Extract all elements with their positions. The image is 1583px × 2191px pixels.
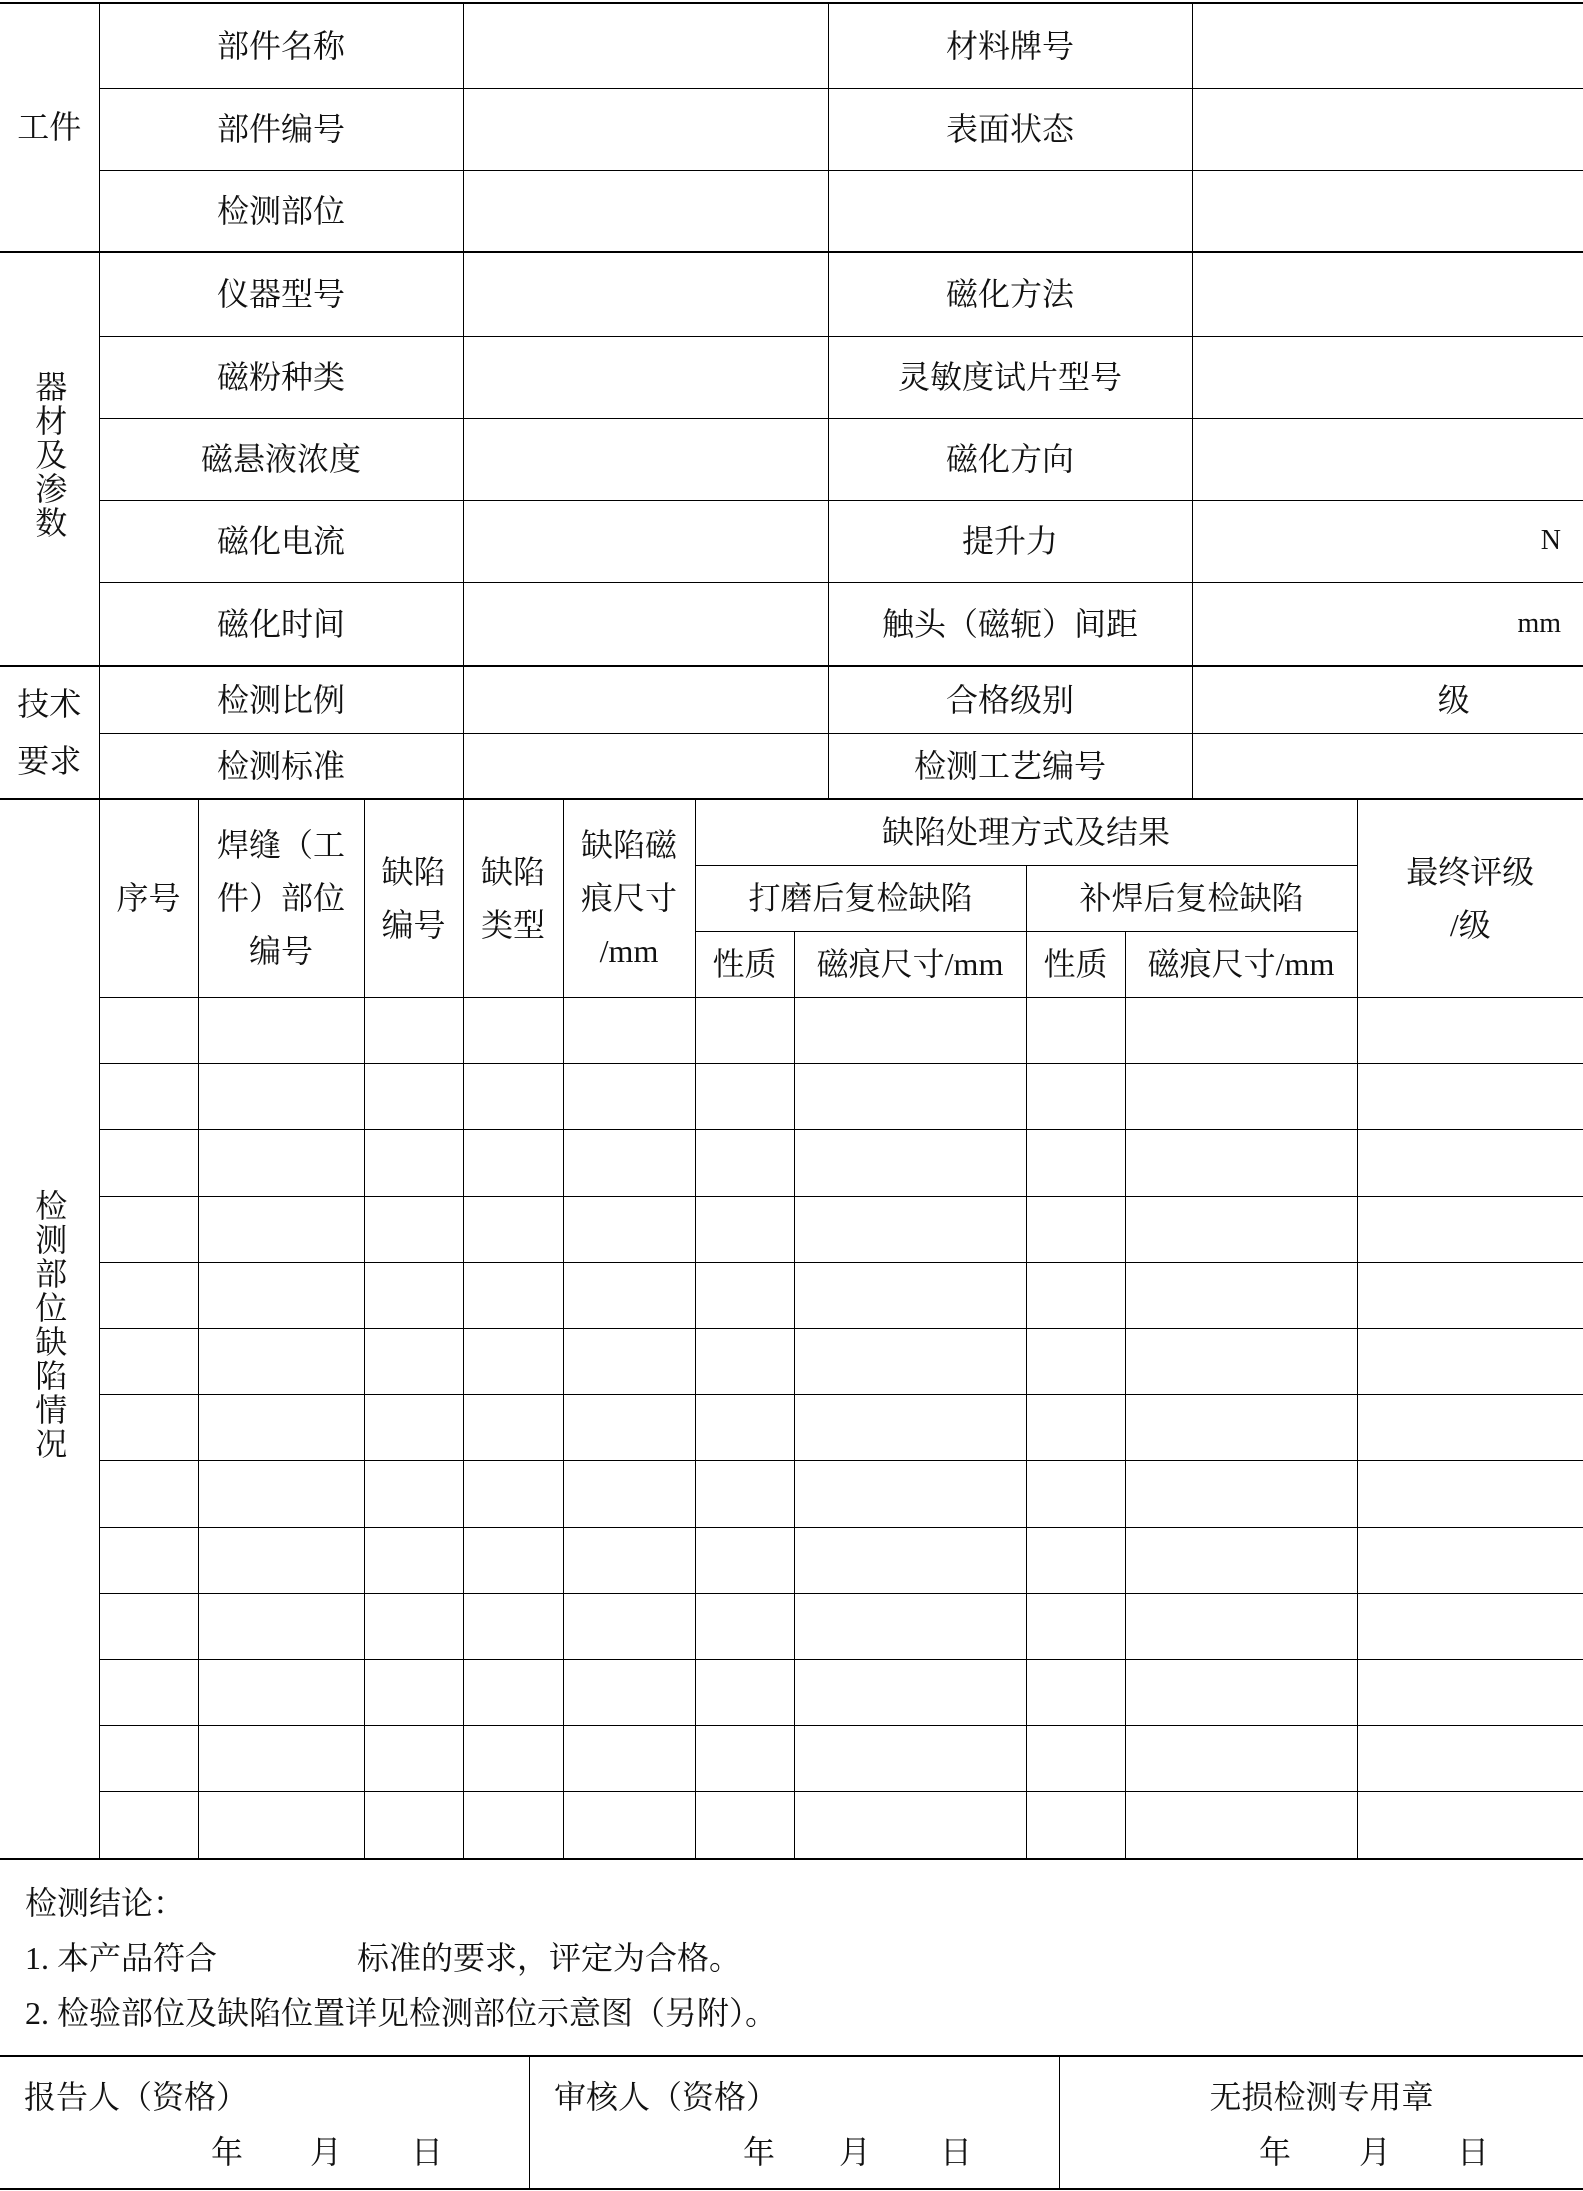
defect-cell-mark-size xyxy=(563,1196,695,1262)
lifting-force-value: N xyxy=(1192,500,1583,582)
magnetic-powder-type-label: 磁粉种类 xyxy=(99,336,463,418)
defect-cell-weld-location xyxy=(198,1792,364,1858)
header-defect-no-line: 编号 xyxy=(381,906,446,943)
technical-section-label-line: 技术 xyxy=(17,685,82,722)
defect-cell-serial xyxy=(99,1726,198,1792)
header-repair-welding: 补焊后复检缺陷 xyxy=(1026,865,1357,931)
defect-cell-repair-nature xyxy=(1026,1262,1125,1328)
defect-cell-weld-location xyxy=(198,1395,364,1461)
defect-cell-grind-size xyxy=(794,1593,1026,1659)
defect-cell-repair-nature xyxy=(1026,1726,1125,1792)
header-grind-size: 磁痕尺寸/mm xyxy=(794,931,1026,997)
defect-cell-defect-type xyxy=(463,1593,563,1659)
equipment-table xyxy=(0,253,1583,665)
inspection-standard-value xyxy=(463,733,828,798)
header-serial: 序号 xyxy=(99,800,198,998)
defect-cell-weld-location xyxy=(198,1262,364,1328)
defect-cell-defect-no xyxy=(364,1726,463,1792)
signature-section xyxy=(0,2055,1583,2190)
defect-cell-repair-size xyxy=(1125,1792,1357,1858)
workpiece-table xyxy=(0,4,1583,251)
header-defect-type xyxy=(463,800,563,998)
defect-cell-serial xyxy=(99,1659,198,1725)
defect-cell-serial xyxy=(99,1527,198,1593)
magnetization-method-label: 磁化方法 xyxy=(828,253,1192,336)
defect-cell-serial xyxy=(99,1792,198,1858)
defect-cell-serial xyxy=(99,998,198,1064)
defect-cell-defect-type xyxy=(463,1196,563,1262)
reviewer-date-year: 年 xyxy=(743,2134,776,2170)
seal-date-month: 月 xyxy=(1359,2134,1392,2170)
defect-cell-weld-location xyxy=(198,1196,364,1262)
header-defect-type-line: 类型 xyxy=(480,906,545,943)
defect-cell-grind-size xyxy=(794,1196,1026,1262)
defect-cell-grind-size xyxy=(794,1130,1026,1196)
defect-cell-final-grade xyxy=(1357,1527,1583,1593)
defect-cell-grind-size xyxy=(794,1461,1026,1527)
header-defect-type-line: 缺陷 xyxy=(480,853,545,890)
defect-cell-defect-type xyxy=(463,1064,563,1130)
defect-cell-weld-location xyxy=(198,1461,364,1527)
defect-cell-final-grade xyxy=(1357,1726,1583,1792)
defect-cell-defect-no xyxy=(364,1328,463,1394)
header-weld-location-line: 件）部位 xyxy=(216,880,345,917)
lifting-force-label: 提升力 xyxy=(828,500,1192,582)
defect-cell-mark-size xyxy=(563,1262,695,1328)
part-name-label: 部件名称 xyxy=(99,4,463,88)
defect-cell-grind-size xyxy=(794,1726,1026,1792)
defect-cell-grind-size xyxy=(794,1792,1026,1858)
workpiece-row xyxy=(0,88,1583,170)
defect-cell-repair-size xyxy=(1125,1593,1357,1659)
defect-cell-grind-nature xyxy=(695,1461,794,1527)
defect-cell-defect-no xyxy=(364,998,463,1064)
defect-cell-repair-nature xyxy=(1026,1064,1125,1130)
defect-cell-repair-size xyxy=(1125,1196,1357,1262)
defect-cell-serial xyxy=(99,1395,198,1461)
defect-row xyxy=(0,1726,1583,1792)
conclusion-title: 检测结论： xyxy=(25,1885,186,1921)
defect-cell-weld-location xyxy=(198,1726,364,1792)
defect-cell-weld-location xyxy=(198,1328,364,1394)
header-grind-nature: 性质 xyxy=(695,931,794,997)
defect-cell-mark-size xyxy=(563,1130,695,1196)
defect-cell-grind-size xyxy=(794,1262,1026,1328)
part-name-value xyxy=(463,4,828,88)
workpiece-row xyxy=(0,4,1583,88)
defect-cell-mark-size xyxy=(563,1395,695,1461)
defect-cell-repair-nature xyxy=(1026,1395,1125,1461)
defect-cell-final-grade xyxy=(1357,1395,1583,1461)
defect-cell-defect-no xyxy=(364,1262,463,1328)
defect-cell-grind-nature xyxy=(695,1726,794,1792)
defect-cell-defect-type xyxy=(463,998,563,1064)
defect-cell-defect-no xyxy=(364,1792,463,1858)
magnetization-time-label: 磁化时间 xyxy=(99,582,463,665)
conclusion-section xyxy=(0,1858,1583,2055)
defect-cell-weld-location xyxy=(198,1593,364,1659)
acceptance-level-label: 合格级别 xyxy=(828,667,1192,733)
reviewer-date-month: 月 xyxy=(839,2134,872,2170)
defect-cell-mark-size xyxy=(563,1328,695,1394)
reporter-signature-box xyxy=(0,2057,530,2188)
equipment-section-label xyxy=(0,253,99,665)
magnetizing-current-label: 磁化电流 xyxy=(99,500,463,582)
part-number-label: 部件编号 xyxy=(99,88,463,170)
defect-cell-defect-type xyxy=(463,1527,563,1593)
seal-box xyxy=(1060,2057,1583,2188)
defect-cell-grind-nature xyxy=(695,998,794,1064)
technical-section-label-line: 要求 xyxy=(17,742,82,779)
blank-label xyxy=(828,170,1192,251)
magnetization-direction-label: 磁化方向 xyxy=(828,418,1192,500)
defect-cell-grind-nature xyxy=(695,1659,794,1725)
defect-cell-weld-location xyxy=(198,1527,364,1593)
seal-date-year: 年 xyxy=(1259,2134,1292,2170)
defect-row xyxy=(0,1262,1583,1328)
defect-row xyxy=(0,1196,1583,1262)
defect-cell-repair-size xyxy=(1125,1726,1357,1792)
defect-cell-final-grade xyxy=(1357,1792,1583,1858)
defect-cell-defect-type xyxy=(463,1130,563,1196)
surface-condition-value xyxy=(1192,88,1583,170)
defect-row xyxy=(0,1395,1583,1461)
header-defect-no xyxy=(364,800,463,998)
magnetic-powder-type-value xyxy=(463,336,828,418)
conclusion-item-1-after: 标准的要求，评定为合格。 xyxy=(357,1940,742,1976)
reporter-label: 报告人（资格） xyxy=(24,2079,249,2115)
defect-cell-defect-no xyxy=(364,1130,463,1196)
technical-row xyxy=(0,667,1583,733)
header-mark-size xyxy=(563,800,695,998)
defect-cell-defect-type xyxy=(463,1659,563,1725)
defect-cell-defect-no xyxy=(364,1593,463,1659)
defect-cell-final-grade xyxy=(1357,1262,1583,1328)
reporter-date-day: 日 xyxy=(411,2134,444,2170)
blank-value xyxy=(1192,170,1583,251)
header-treatment: 缺陷处理方式及结果 xyxy=(695,800,1357,865)
prod-spacing-value: mm xyxy=(1517,607,1561,639)
sensitivity-shim-model-value xyxy=(1192,336,1583,418)
defect-cell-repair-size xyxy=(1125,1527,1357,1593)
header-defect-no-line: 缺陷 xyxy=(381,853,446,890)
defect-cell-defect-no xyxy=(364,1395,463,1461)
defect-cell-final-grade xyxy=(1357,998,1583,1064)
defect-cell-mark-size xyxy=(563,1593,695,1659)
defects-table xyxy=(0,800,1583,1858)
magnetization-time-value xyxy=(463,582,828,665)
technical-row xyxy=(0,733,1583,798)
defect-cell-defect-no xyxy=(364,1659,463,1725)
defect-row xyxy=(0,1659,1583,1725)
header-mark-size-line: 痕尺寸 xyxy=(580,880,677,917)
defect-cell-defect-type xyxy=(463,1328,563,1394)
inspection-standard-label: 检测标准 xyxy=(99,733,463,798)
defect-cell-grind-nature xyxy=(695,1130,794,1196)
header-final-grade-line: /级 xyxy=(1449,906,1491,943)
seal-date-day: 日 xyxy=(1457,2134,1490,2170)
defect-cell-weld-location xyxy=(198,1064,364,1130)
defect-cell-grind-nature xyxy=(695,1792,794,1858)
defect-cell-grind-size xyxy=(794,1395,1026,1461)
magnetization-method-value xyxy=(1192,253,1583,336)
reviewer-label: 审核人（资格） xyxy=(554,2079,779,2115)
workpiece-section xyxy=(0,2,1583,251)
reviewer-date-day: 日 xyxy=(940,2134,973,2170)
procedure-number-value xyxy=(1192,733,1583,798)
defect-cell-final-grade xyxy=(1357,1196,1583,1262)
defect-cell-grind-size xyxy=(794,1527,1026,1593)
technical-section-label xyxy=(0,667,99,798)
seal-label: 无损检测专用章 xyxy=(1209,2079,1434,2115)
defect-cell-weld-location xyxy=(198,1659,364,1725)
magnetization-direction-value xyxy=(1192,418,1583,500)
technical-section xyxy=(0,665,1583,798)
defect-cell-defect-no xyxy=(364,1064,463,1130)
conclusion-item-2: 2. 检验部位及缺陷位置详见检测部位示意图（另附）。 xyxy=(25,1995,778,2031)
conclusion-text xyxy=(25,1876,777,2041)
defect-cell-repair-size xyxy=(1125,1461,1357,1527)
header-final-grade xyxy=(1357,800,1583,998)
defect-cell-grind-nature xyxy=(695,1262,794,1328)
defect-row xyxy=(0,998,1583,1064)
conclusion-item-1-before: 1. 本产品符合 xyxy=(25,1940,218,1976)
equipment-row xyxy=(0,336,1583,418)
defect-cell-mark-size xyxy=(563,1461,695,1527)
defect-cell-repair-size xyxy=(1125,1130,1357,1196)
equipment-row xyxy=(0,418,1583,500)
header-weld-location xyxy=(198,800,364,998)
header-repair-size: 磁痕尺寸/mm xyxy=(1125,931,1357,997)
defect-cell-grind-nature xyxy=(695,1328,794,1394)
defect-cell-repair-size xyxy=(1125,1064,1357,1130)
defect-cell-defect-type xyxy=(463,1262,563,1328)
defect-cell-serial xyxy=(99,1196,198,1262)
defect-cell-grind-nature xyxy=(695,1527,794,1593)
defect-cell-repair-nature xyxy=(1026,1593,1125,1659)
defect-cell-repair-nature xyxy=(1026,1792,1125,1858)
defect-cell-mark-size xyxy=(563,1659,695,1725)
header-weld-location-line: 焊缝（工 xyxy=(216,827,345,864)
defect-cell-final-grade xyxy=(1357,1328,1583,1394)
defect-cell-defect-type xyxy=(463,1726,563,1792)
defect-cell-mark-size xyxy=(563,1527,695,1593)
defect-cell-final-grade xyxy=(1357,1461,1583,1527)
defect-cell-repair-size xyxy=(1125,1395,1357,1461)
defect-cell-defect-no xyxy=(364,1196,463,1262)
defect-row xyxy=(0,1130,1583,1196)
inspection-ratio-label: 检测比例 xyxy=(99,667,463,733)
acceptance-level-value: 级 xyxy=(1192,667,1583,733)
inspection-location-value xyxy=(463,170,828,251)
defect-cell-repair-nature xyxy=(1026,998,1125,1064)
defect-cell-serial xyxy=(99,1262,198,1328)
defect-cell-serial xyxy=(99,1461,198,1527)
defect-cell-repair-size xyxy=(1125,998,1357,1064)
defect-cell-grind-size xyxy=(794,1328,1026,1394)
defect-cell-repair-nature xyxy=(1026,1659,1125,1725)
defect-cell-grind-nature xyxy=(695,1064,794,1130)
defects-header-row xyxy=(0,800,1583,865)
material-grade-label: 材料牌号 xyxy=(828,4,1192,88)
header-weld-location-line: 编号 xyxy=(248,933,313,970)
instrument-model-label: 仪器型号 xyxy=(99,253,463,336)
reviewer-signature-box xyxy=(530,2057,1060,2188)
defect-cell-serial xyxy=(99,1064,198,1130)
procedure-number-label: 检测工艺编号 xyxy=(828,733,1192,798)
defect-cell-repair-nature xyxy=(1026,1527,1125,1593)
equipment-row xyxy=(0,500,1583,582)
defect-cell-repair-nature xyxy=(1026,1461,1125,1527)
inspection-ratio-value xyxy=(463,667,828,733)
defect-cell-serial xyxy=(99,1593,198,1659)
defects-section-label xyxy=(0,800,99,1858)
defect-cell-defect-type xyxy=(463,1461,563,1527)
defect-cell-grind-size xyxy=(794,998,1026,1064)
defect-cell-repair-size xyxy=(1125,1659,1357,1725)
defect-cell-mark-size xyxy=(563,1792,695,1858)
defect-cell-weld-location xyxy=(198,998,364,1064)
defect-cell-final-grade xyxy=(1357,1130,1583,1196)
equipment-row xyxy=(0,582,1583,665)
defect-cell-final-grade xyxy=(1357,1064,1583,1130)
technical-table xyxy=(0,667,1583,798)
defect-cell-repair-nature xyxy=(1026,1196,1125,1262)
defect-cell-final-grade xyxy=(1357,1593,1583,1659)
equipment-section xyxy=(0,251,1583,665)
defect-cell-repair-size xyxy=(1125,1328,1357,1394)
sensitivity-shim-model-label: 灵敏度试片型号 xyxy=(828,336,1192,418)
defect-row xyxy=(0,1064,1583,1130)
defect-cell-mark-size xyxy=(563,998,695,1064)
defect-row xyxy=(0,1792,1583,1858)
instrument-model-value xyxy=(463,253,828,336)
reporter-date-year: 年 xyxy=(211,2134,244,2170)
header-final-grade-line: 最终评级 xyxy=(1406,853,1535,890)
defect-cell-grind-size xyxy=(794,1064,1026,1130)
header-mark-size-line: 缺陷磁 xyxy=(580,827,677,864)
prod-spacing-label: 触头（磁轭）间距 xyxy=(828,582,1192,665)
defect-cell-defect-type xyxy=(463,1395,563,1461)
defect-row xyxy=(0,1593,1583,1659)
defect-cell-final-grade xyxy=(1357,1659,1583,1725)
defect-cell-grind-nature xyxy=(695,1593,794,1659)
defect-row xyxy=(0,1527,1583,1593)
defect-cell-mark-size xyxy=(563,1064,695,1130)
defect-cell-defect-no xyxy=(364,1527,463,1593)
defect-cell-serial xyxy=(99,1130,198,1196)
defect-cell-defect-type xyxy=(463,1792,563,1858)
reporter-date-month: 月 xyxy=(310,2134,343,2170)
workpiece-row xyxy=(0,170,1583,251)
defect-cell-repair-size xyxy=(1125,1262,1357,1328)
defect-cell-defect-no xyxy=(364,1461,463,1527)
header-repair-nature: 性质 xyxy=(1026,931,1125,997)
defect-cell-serial xyxy=(99,1328,198,1394)
defect-cell-mark-size xyxy=(563,1726,695,1792)
defect-cell-weld-location xyxy=(198,1130,364,1196)
conclusion-item-1 xyxy=(25,1931,777,1986)
material-grade-value xyxy=(1192,4,1583,88)
part-number-value xyxy=(463,88,828,170)
defect-row xyxy=(0,1328,1583,1394)
defect-cell-repair-nature xyxy=(1026,1328,1125,1394)
workpiece-section-label: 工件 xyxy=(0,4,99,251)
surface-condition-label: 表面状态 xyxy=(828,88,1192,170)
defect-cell-grind-size xyxy=(794,1659,1026,1725)
equipment-section-label-text: 器材及渗数 xyxy=(31,369,68,540)
equipment-row xyxy=(0,253,1583,336)
header-mark-size-line: /mm xyxy=(599,933,659,970)
defects-section-label-text: 检测部位缺陷情况 xyxy=(31,1188,68,1461)
magnetizing-current-value xyxy=(463,500,828,582)
inspection-location-label: 检测部位 xyxy=(99,170,463,251)
suspension-concentration-label: 磁悬液浓度 xyxy=(99,418,463,500)
defect-cell-grind-nature xyxy=(695,1196,794,1262)
defects-section xyxy=(0,798,1583,1858)
header-grinding: 打磨后复检缺陷 xyxy=(695,865,1026,931)
defect-cell-grind-nature xyxy=(695,1395,794,1461)
defect-cell-repair-nature xyxy=(1026,1130,1125,1196)
defect-row xyxy=(0,1461,1583,1527)
suspension-concentration-value xyxy=(463,418,828,500)
